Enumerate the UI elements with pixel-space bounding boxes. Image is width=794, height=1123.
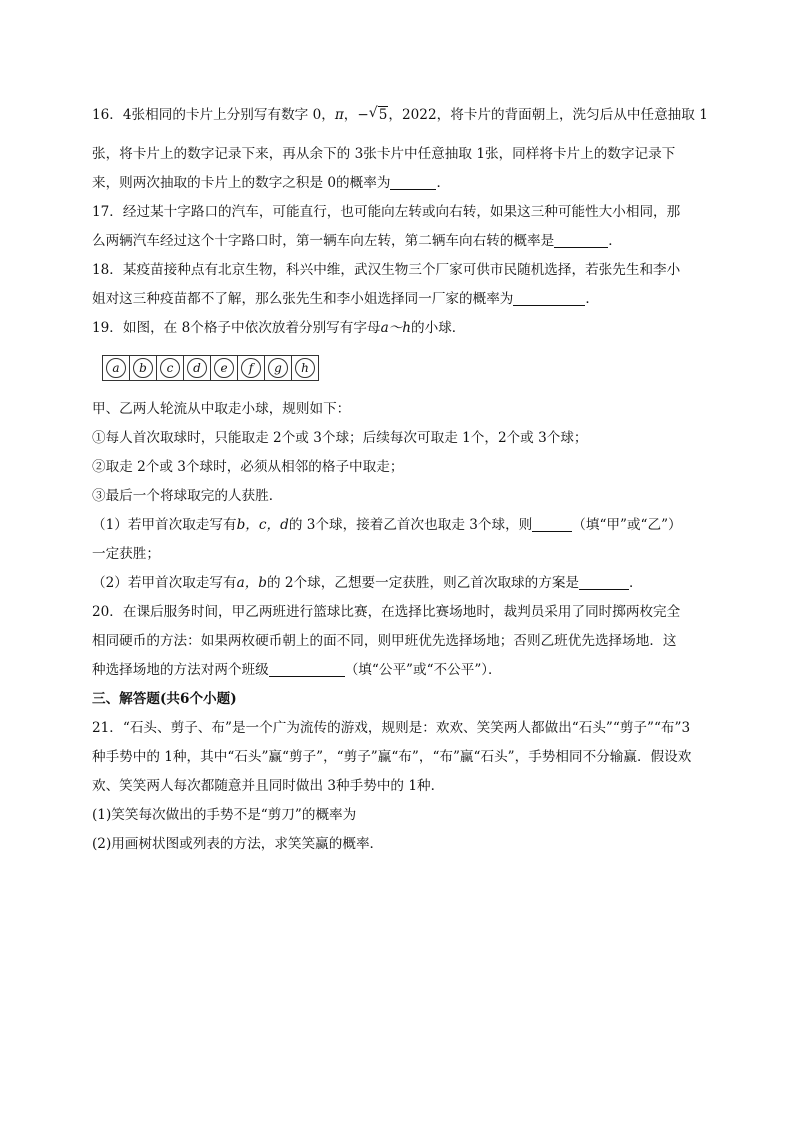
q21-sub-1: (1)笑笑每次做出的手势不是“剪刀”的概率为 <box>92 807 357 823</box>
grid-cell <box>157 356 184 380</box>
grid-cell <box>211 356 238 380</box>
ball-a: a <box>106 358 126 378</box>
answer-blank[interactable] <box>390 173 436 190</box>
answer-blank[interactable] <box>513 289 585 306</box>
q16-line-3: 来，则两次抽取的卡片上的数字之积是 0的概率为 ． <box>92 175 451 191</box>
question-20: 20．在课后服务时间，甲乙两班进行篮球比赛，在选择比赛场地时，裁判员采用了同时掷两枚完全 相同硬币的方法：如果两枚硬币朝上的面不同，则甲班优先选择场地；否则乙班优先选择场地．这 种选择场地的方法对两个班级 （填“公平”或“不公平”）． <box>92 604 681 678</box>
answer-blank[interactable] <box>532 515 572 532</box>
rule-3: ③最后一个将球取完的人获胜． <box>92 488 283 504</box>
grid-cell <box>292 356 318 380</box>
q16-line-1: 16．4张相同的卡片上分别写有数字 0，π，− √ 5，2022，将卡片的背面朝上，洗匀后从中任意抽取 1 <box>92 101 722 130</box>
grid-cell <box>265 356 292 380</box>
question-18: 18．某疫苗接种点有北京生物，科兴中维，武汉生物三个厂家可供市民随机选择，若张先生和李小 姐对这三种疫苗都不了解，那么张先生和李小姐选择同一厂家的概率为 ． <box>92 262 681 307</box>
q16-line-2: 张，将卡片上的数字记录下来，再从余下的 3张卡片中任意抽取 1张，同样将卡片上的数字记录下 <box>92 146 676 162</box>
grid-cell <box>130 356 157 380</box>
rule-1: ①每人首次取球时，只能取走 2个或 3个球；后续每次可取走 1个，2个或 3个球； <box>92 430 588 446</box>
answer-blank[interactable] <box>554 231 608 248</box>
ball-c: c <box>160 358 180 378</box>
answer-blank[interactable] <box>579 573 629 590</box>
pi-symbol: π <box>334 107 344 123</box>
ball-grid <box>102 355 319 381</box>
question-16 <box>92 101 722 198</box>
ball-g: g <box>268 358 288 378</box>
radical-sign: √ <box>368 105 378 121</box>
question-19: 19．如图，在 8个格子中依次放着分别写有字母a～h的小球． a b c d e f g h 甲、乙两人轮流从中取走小球，规则如下： ①每人首次取球时，只能取走 2个或 3个球；后续每次可取走 1个，2个或 3个球； ②取走 2个或 3个球时，必须从相邻的格子中取走； ③最后一个将球取完的人获胜． （1）若甲首次取走写有b，c，d的 3个球，接着乙首次也取走 3个球，则 （填“甲”或“乙”） 一定获胜； （2）若甲首次取走写有a，b的 2个球，乙想要一定获胜，则乙首次取球的方案是 ． <box>92 314 722 598</box>
q21-sub-2: (2)用画树状图或列表的方法，求笑笑赢的概率． <box>92 836 384 852</box>
answer-blank[interactable] <box>269 660 345 677</box>
q19-part-2: （2）若甲首次取走写有a，b的 2个球，乙想要一定获胜，则乙首次取球的方案是 ． <box>92 575 643 591</box>
ball-b: b <box>133 358 153 378</box>
ball-f: f <box>241 358 261 378</box>
ball-e: e <box>214 358 234 378</box>
question-17: 17．经过某十字路口的汽车，可能直行，也可能向左转或向右转，如果这三种可能性大小相同，那 么两辆汽车经过这个十字路口时，第一辆车向左转，第二辆车向右转的概率是 ． <box>92 204 681 249</box>
question-21: 21．“石头、剪子、布”是一个广为流传的游戏，规则是：欢欢、笑笑两人都做出“石头”“剪子”“布”3 种手势中的 1种，其中“石头”赢“剪子”，“剪子”赢“布”，“布”赢“石头”，手势相同不分输赢．假设欢 欢、笑笑两人每次都随意并且同时做出 3种手势中的 1种． (1)笑笑每次做出的手势不是“剪刀”的概率为 (2)用画树状图或列表的方法，求笑笑赢的概率． <box>92 714 722 859</box>
ball-h: h <box>295 358 315 378</box>
ball-d: d <box>187 358 207 378</box>
exam-content <box>92 101 722 859</box>
grid-cell <box>184 356 211 380</box>
grid-cell <box>238 356 265 380</box>
rule-2: ②取走 2个或 3个球时，必须从相邻的格子中取走； <box>92 459 404 475</box>
q19-part-1: （1）若甲首次取走写有b，c，d的 3个球，接着乙首次也取走 3个球，则 （填“甲”或“乙”） <box>92 517 682 533</box>
sqrt-expression: √ 5 <box>369 101 389 130</box>
section-heading: 三、解答题(共6个小题) <box>92 691 237 707</box>
grid-cell <box>103 356 130 380</box>
